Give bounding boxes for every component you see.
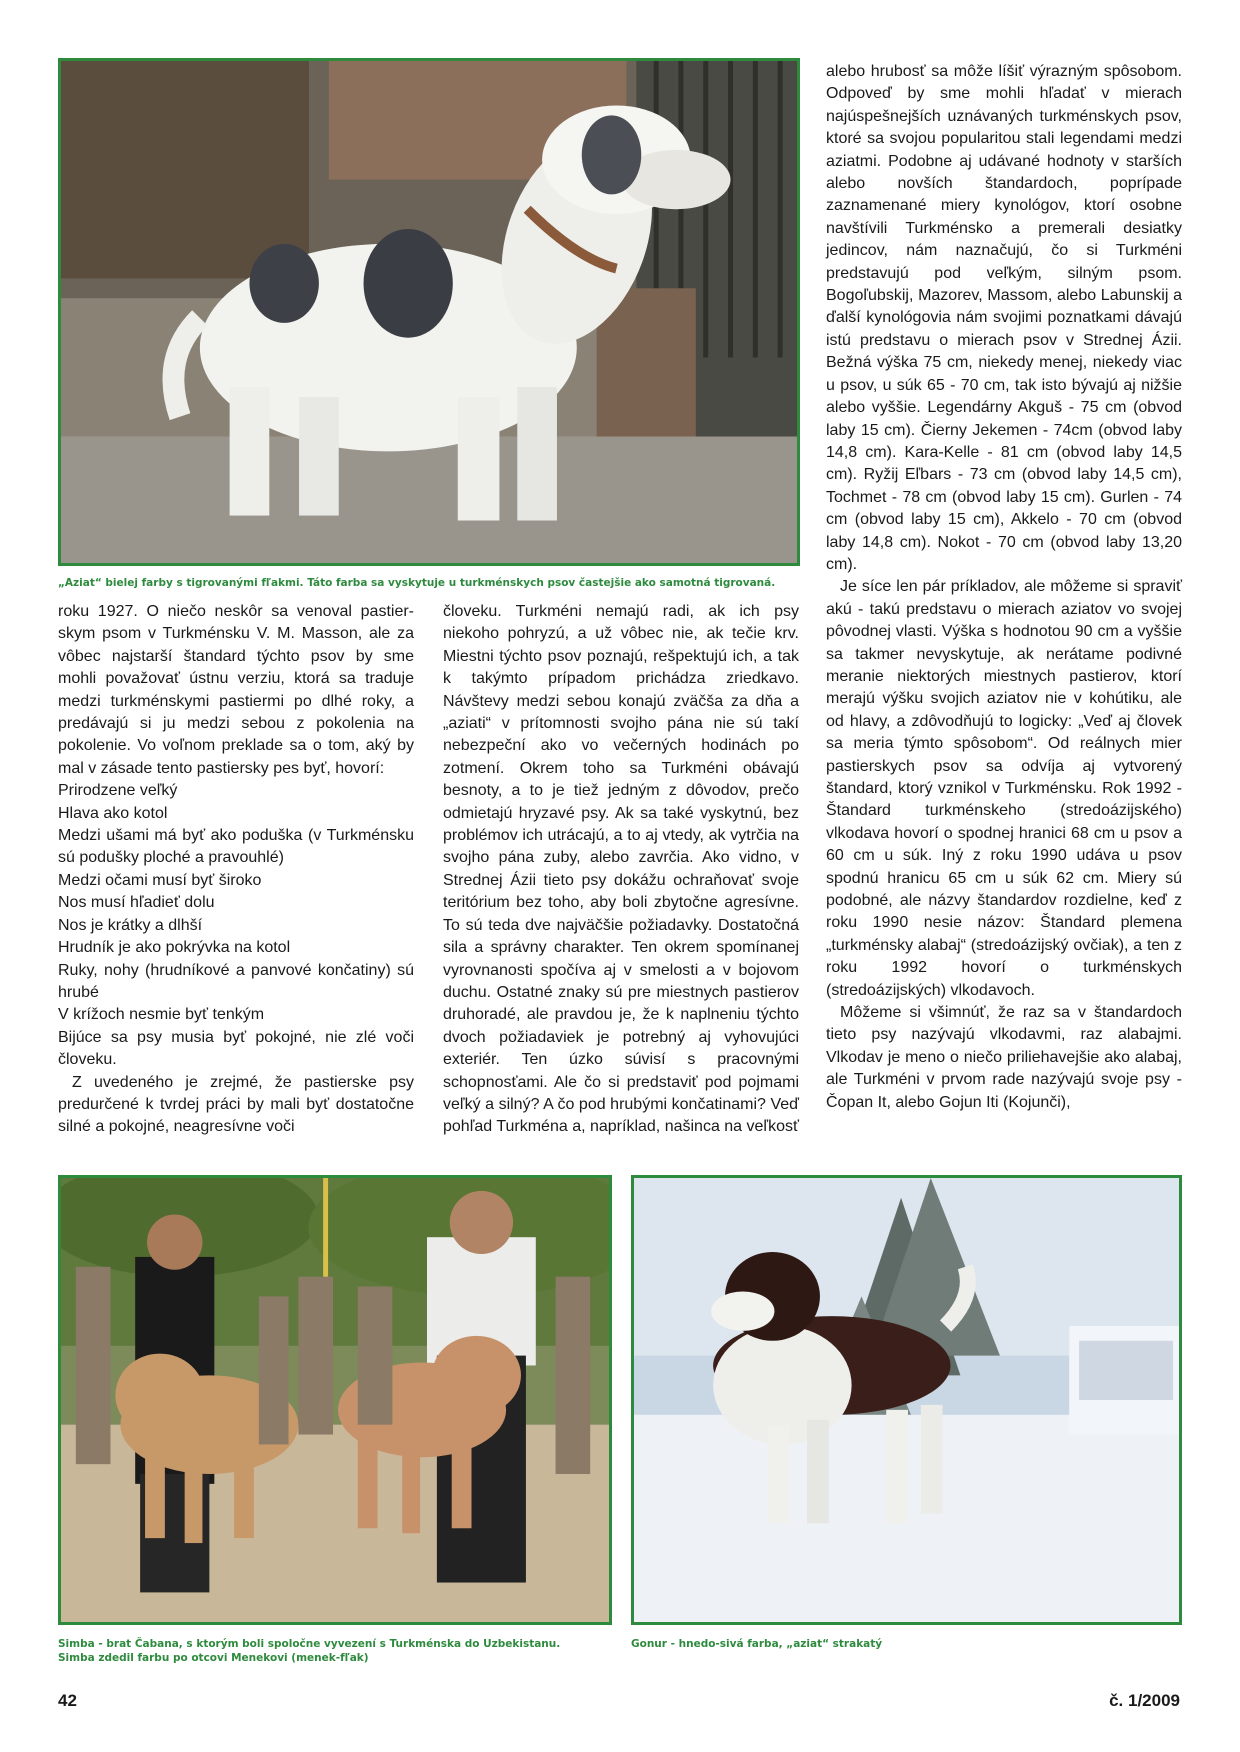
standard-item: Hlava ako kotol (58, 804, 168, 822)
text-column-2 (443, 601, 799, 1139)
text-column-3 (826, 61, 1182, 1114)
photo-dog-in-snow (631, 1175, 1182, 1625)
col2-paragraph-1: človeku. Turkméni nemajú radi, ak ich psy niekoho pohryzú, a už vôbec nie, ak tečie krv. Miestni týchto psov poznajú, rešpektujú ich, a tak k takýmto prípadom prichádza zriedkavo. Návštevy medzi sebou konajú zväčša za dňa a „aziati“ v prítomnosti svojho pána nie sú takí nebezpeční ako vo večerných hodinách po zotmení. Okrem toho sa Turkméni obávajú besnoty, a to je tiež jedným z dôvodov, prečo odmietajú hryzavé psy. Ak sa také vyskytnú, bez problémov ich utrácajú, a to aj vtedy, ak vytrčia na svojho pána zuby, alebo zavrčia. Ako vidno, v Strednej Ázii tieto psy dokážu ochraňovať svoje teritórium bez toho, aby boli zbytočne agresívne. To sú teda dve najväčšie požiadavky. Dostatočná sila a správny charakter. Ten okrem spomínanej vyrovnanosti spočíva aj v smelosti a v bojovom duchu. Ostatné znaky sú pre miestnych pastierov druhoradé, ale pravdou je, že k naplneniu týchto dvoch požiadaviek je potrebný aj vyhovujúci exteriér. Ten úzko súvisí s pracovnými schopnosťami. Ale čo si predstaviť pod pojmami veľký a silný? A čo pod hrubými končatinami? Veď pohľad Turkména a, napríklad, našinca na veľkosť (443, 603, 799, 1136)
col3-paragraph-2: Je síce len pár príkladov, ale môžeme si spraviť akú - takú predstavu o mierach aziatov vo svojej pôvodnej vlasti. Výška s hodnotou 90 cm a vyššie sa takmer nevyskytuje, ak nerátame podivné meranie niektorých miestnych pastierov, ktorí merajú výšku svojich aziatov nie v kohútiku, ale od hlavy, a zdôvodňujú to logicky: „Veď aj človek sa meria týmto spôsobom“. Od reálnych mier pastierskych psov sa odvíja aj vytvorený štandard, ktorý vznikol v Turkménsku. Rok 1992 - Štandard turkménskeho (stredoázijského) vlkodava hovorí o spodnej hranici 68 cm u psov a 60 cm u súk. Iný z roku 1990 udáva u psov spodnú hranicu 65 cm u súk 62 cm. Miery sú podobné, ale názvy štandardov rozdielne, keď z roku 1990 nesie názov: Štandard plemena „turkménsky alabaj“ (stredoázijský ovčiak), a ten z roku 1992 hovorí o turkménskych (stredoázijských) vlkodavoch. (826, 578, 1182, 999)
col1-paragraph-2: Z uvedeného je zrejmé, že pastierske psy predurčené k tvrdej práci by mali byť dostatočne silné a pokojné, neagresívne voči (58, 1073, 414, 1136)
standard-item: Medzi očami musí byť široko (58, 871, 262, 889)
standard-item: Ruky, nohy (hrudníkové a panvové končatiny) sú hrubé (58, 961, 414, 1001)
caption-top-photo: „Aziat“ bielej farby s tigrovanými fľakmi. Táto farba sa vyskytuje u turkménskych psov častejšie ako samotná tigrovaná. (58, 577, 776, 589)
standard-item: Prirodzene veľký (58, 782, 178, 800)
caption-bottom-left-line-1: Simba - brat Čabana, s ktorým boli spoločne vyvezení s Turkménska do Uzbekistanu. (58, 1638, 561, 1650)
standard-item: V krížoch nesmie byť tenkým (58, 1006, 265, 1024)
photo-two-dogs-with-handlers (58, 1175, 612, 1625)
text-column-1 (58, 601, 414, 1139)
standard-item: Hrudník je ako pokrývka na kotol (58, 939, 291, 957)
photo-white-dog-with-patches (58, 58, 800, 566)
photo-dog-in-snow-image (634, 1178, 1179, 1622)
photo-two-dogs-image (61, 1178, 609, 1622)
standard-item: Nos je krátky a dlhší (58, 916, 203, 934)
col1-paragraph-1: roku 1927. O niečo neskôr sa venoval pastierskym psom v Turkménsku V. M. Masson, ale za vôbec najstarší štandard týchto psov by sme mohli považovať ústnu verziu, ktorá sa traduje medzi turkménskymi pastiermi po dlhé roky, a predávajú si ju medzi sebou z pokolenia na pokolenie. Vo voľnom preklade sa o tom, aký by mal v zásade tento pastiersky pes byť, hovorí: (58, 603, 414, 777)
standard-item: Nos musí hľadieť dolu (58, 894, 215, 912)
standard-item: Medzi ušami má byť ako poduška (v Turkménsku sú podušky ploché a pravouhlé) (58, 827, 414, 867)
issue-number: č. 1/2009 (1109, 1691, 1180, 1710)
standard-item: Bijúce sa psy musia byť pokojné, nie zlé voči človeku. (58, 1028, 414, 1069)
photo-white-dog-image (61, 61, 797, 563)
caption-bottom-left-line-2: Simba zdedil farbu po otcovi Menekovi (menek-fľak) (58, 1652, 369, 1664)
col3-paragraph-1: alebo hrubosť sa môže líšiť výrazným spôsobom. Odpoveď by sme mohli hľadať v mierach najúspešnejších uznávaných turkménskych psov, ktoré sa svojou popularitou stali legendami medzi aziatmi. Podobne aj udávané hodnoty v starších alebo novších štandardoch, poprípade zaznamenané miery kynológov, ktorí osobne navštívili Turkménsko a premerali desiatky jedincov, nám naznačujú, čo si Turkméni predstavujú pod veľkým, silným psom. Bogoľubskij, Mazorev, Massom, alebo Labunskij a ďalší kynológovia nám svojimi poznatkami dávajú istú predstavu o mierach psov v Strednej Ázii. Bežná výška 75 cm, niekedy menej, niekedy viac u psov, u súk 65 - 70 cm, tak isto bývajú aj nižšie alebo vyššie. Legendárny Akguš - 75 cm (obvod laby 15 cm). Čierny Jekemen - 74cm (obvod laby 14,8 cm). Kara-Kelle - 81 cm (obvod laby 14,5 cm). Ryžij Eľbars - 73 cm (obvod laby 14,5 cm), Tochmet - 78 cm (obvod laby 15 cm). Gurlen - 74 cm (obvod laby 15 cm), Akkelo - 70 cm (obvod laby 14,8 cm). Nokot - 70 cm (obvod laby 13,20 cm). (826, 63, 1182, 573)
col3-paragraph-3: Môžeme si všimnúť, že raz sa v štandardoch tieto psy nazývajú vlkodavmi, raz alabajmi. Vlkodav je meno o niečo priliehavejšie ako alabaj, ale Turkméni v prvom rade nazývajú svoje psy - Čopan It, alebo Gojun Iti (Kojunči), (826, 1004, 1182, 1111)
caption-bottom-right: Gonur - hnedo-sivá farba, „aziat“ strakatý (631, 1638, 883, 1650)
page-number: 42 (58, 1691, 77, 1710)
